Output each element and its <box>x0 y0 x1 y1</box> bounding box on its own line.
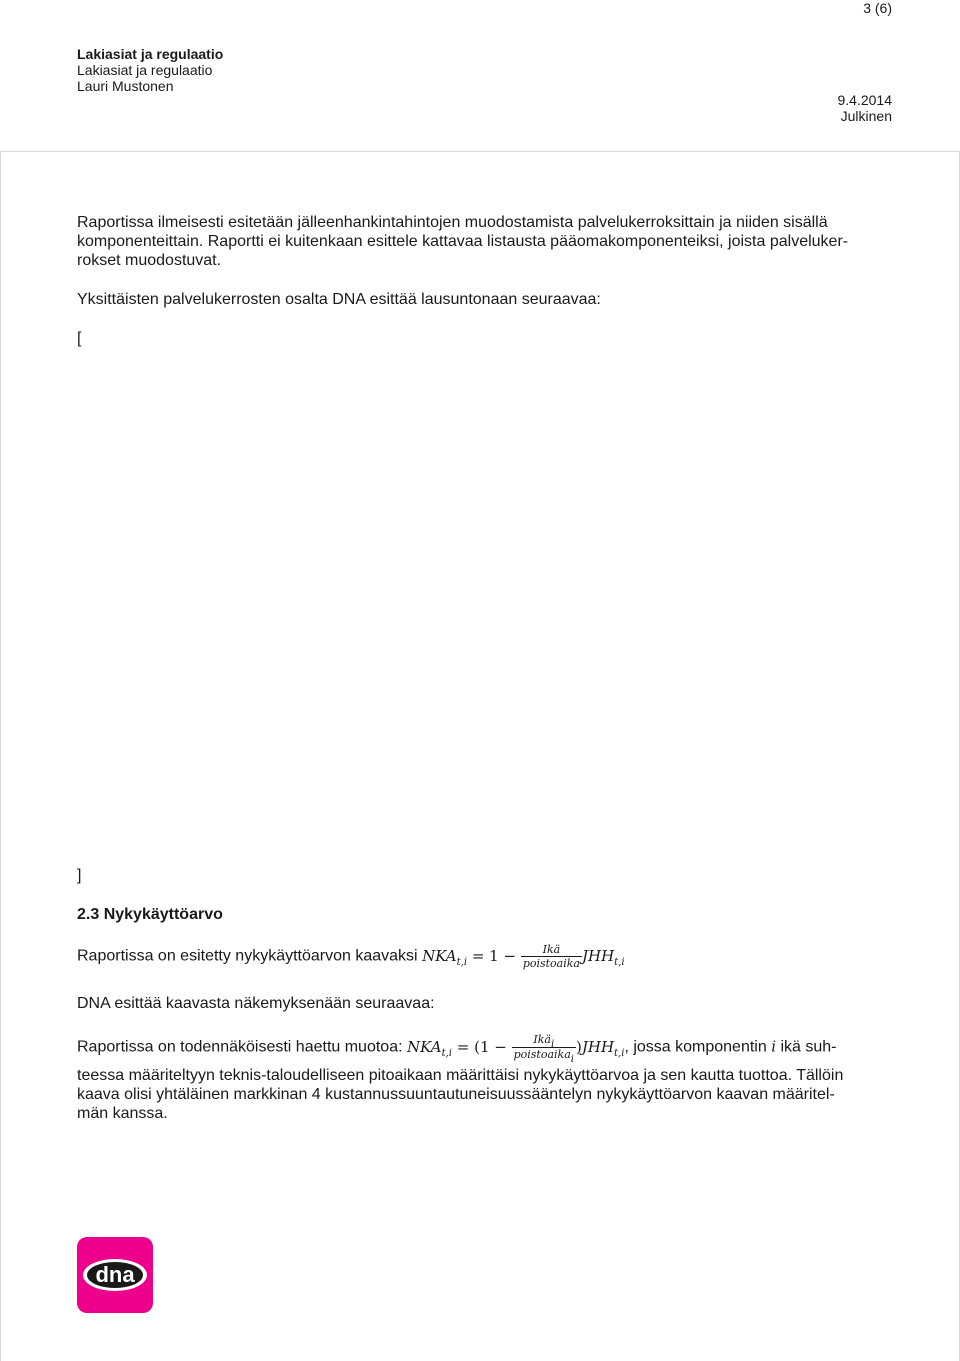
fraction-numerator <box>512 1033 576 1050</box>
frame-top-line <box>0 151 960 152</box>
svg-text:dna: dna <box>95 1262 135 1287</box>
page-number: 3 (6) <box>863 0 892 16</box>
classification-label: Julkinen <box>840 108 892 124</box>
paragraph: DNA esittää kaavasta näkemyksenään seuraavaa: <box>77 995 435 1012</box>
formula-paragraph <box>77 1033 837 1065</box>
formula-operator: = 1 − <box>471 946 517 965</box>
formula-subscript: t,i <box>614 1047 625 1059</box>
dna-logo <box>77 1237 153 1313</box>
formula-paragraph <box>77 943 625 970</box>
formula-subscript: t,i <box>456 956 468 968</box>
formula-lhs: NKA <box>407 1037 442 1056</box>
frame-left-line <box>0 151 1 1361</box>
formula-subscript: i <box>570 1054 574 1065</box>
fraction-denominator <box>512 1047 576 1065</box>
paragraph: Yksittäisten palvelukerrosten osalta DNA esittää lausuntonaan seuraavaa: <box>77 291 601 308</box>
formula-rhs: JHH <box>581 1037 615 1056</box>
fraction-numerator: Ikä <box>542 943 561 956</box>
formula-rhs: JHH <box>581 946 615 965</box>
org-name: Lakiasiat ja regulaatio <box>77 62 213 78</box>
paragraph-line: komponenteittain. Raportti ei kuitenkaan esittele kattavaa listausta pääomakomponenteiksi, joista palveluker- <box>77 233 849 250</box>
formula-operator: = (1 − <box>456 1037 507 1056</box>
dna-logo-mark <box>77 1237 153 1313</box>
formula-lhs: NKA <box>422 946 457 965</box>
formula <box>407 1033 625 1065</box>
numerator-text: Ikä <box>533 1033 551 1046</box>
document-date: 9.4.2014 <box>837 92 892 108</box>
redaction-bracket-close: ] <box>77 867 82 884</box>
formula-subscript: i <box>550 1039 555 1050</box>
paragraph-text: ikä suh- <box>780 1038 837 1056</box>
formula-fraction <box>521 943 582 970</box>
author-name: Lauri Mustonen <box>77 78 174 94</box>
section-heading: 2.3 Nykykäyttöarvo <box>77 906 223 923</box>
variable-i: i <box>771 1037 777 1056</box>
formula-paren: ) <box>575 1037 582 1056</box>
formula-fraction <box>512 1033 576 1065</box>
paragraph-line: teessa määriteltyyn teknis-taloudelliseen pitoaikaan määrittäisi nykykäyttöarvoa ja sen kautta tuottoa. Tällöin <box>77 1067 844 1084</box>
fraction-denominator: poistoaika <box>522 957 580 970</box>
denominator-text: poistoaika <box>513 1048 571 1061</box>
redaction-bracket-open: [ <box>77 330 82 347</box>
formula <box>422 943 625 970</box>
paragraph-text: , jossa komponentin <box>624 1038 767 1056</box>
paragraph-text: Raportissa on esitetty nykykäyttöarvon kaavaksi <box>77 947 418 965</box>
paragraph-line: rokset muodostuvat. <box>77 252 222 269</box>
paragraph-line: kaava olisi yhtäläinen markkinan 4 kustannussuuntautuneisuussääntelyn nykykäyttöarvon kaavan määritel- <box>77 1086 835 1103</box>
formula-subscript: t,i <box>614 956 625 968</box>
paragraph-line: män kanssa. <box>77 1105 168 1122</box>
paragraph-line: Raportissa ilmeisesti esitetään jälleenhankintahintojen muodostamista palvelukerroksittain ja niiden sisällä <box>77 214 828 231</box>
org-heading: Lakiasiat ja regulaatio <box>77 46 224 62</box>
paragraph-text: Raportissa on todennäköisesti haettu muotoa: <box>77 1038 403 1056</box>
formula-subscript: t,i <box>441 1047 452 1059</box>
